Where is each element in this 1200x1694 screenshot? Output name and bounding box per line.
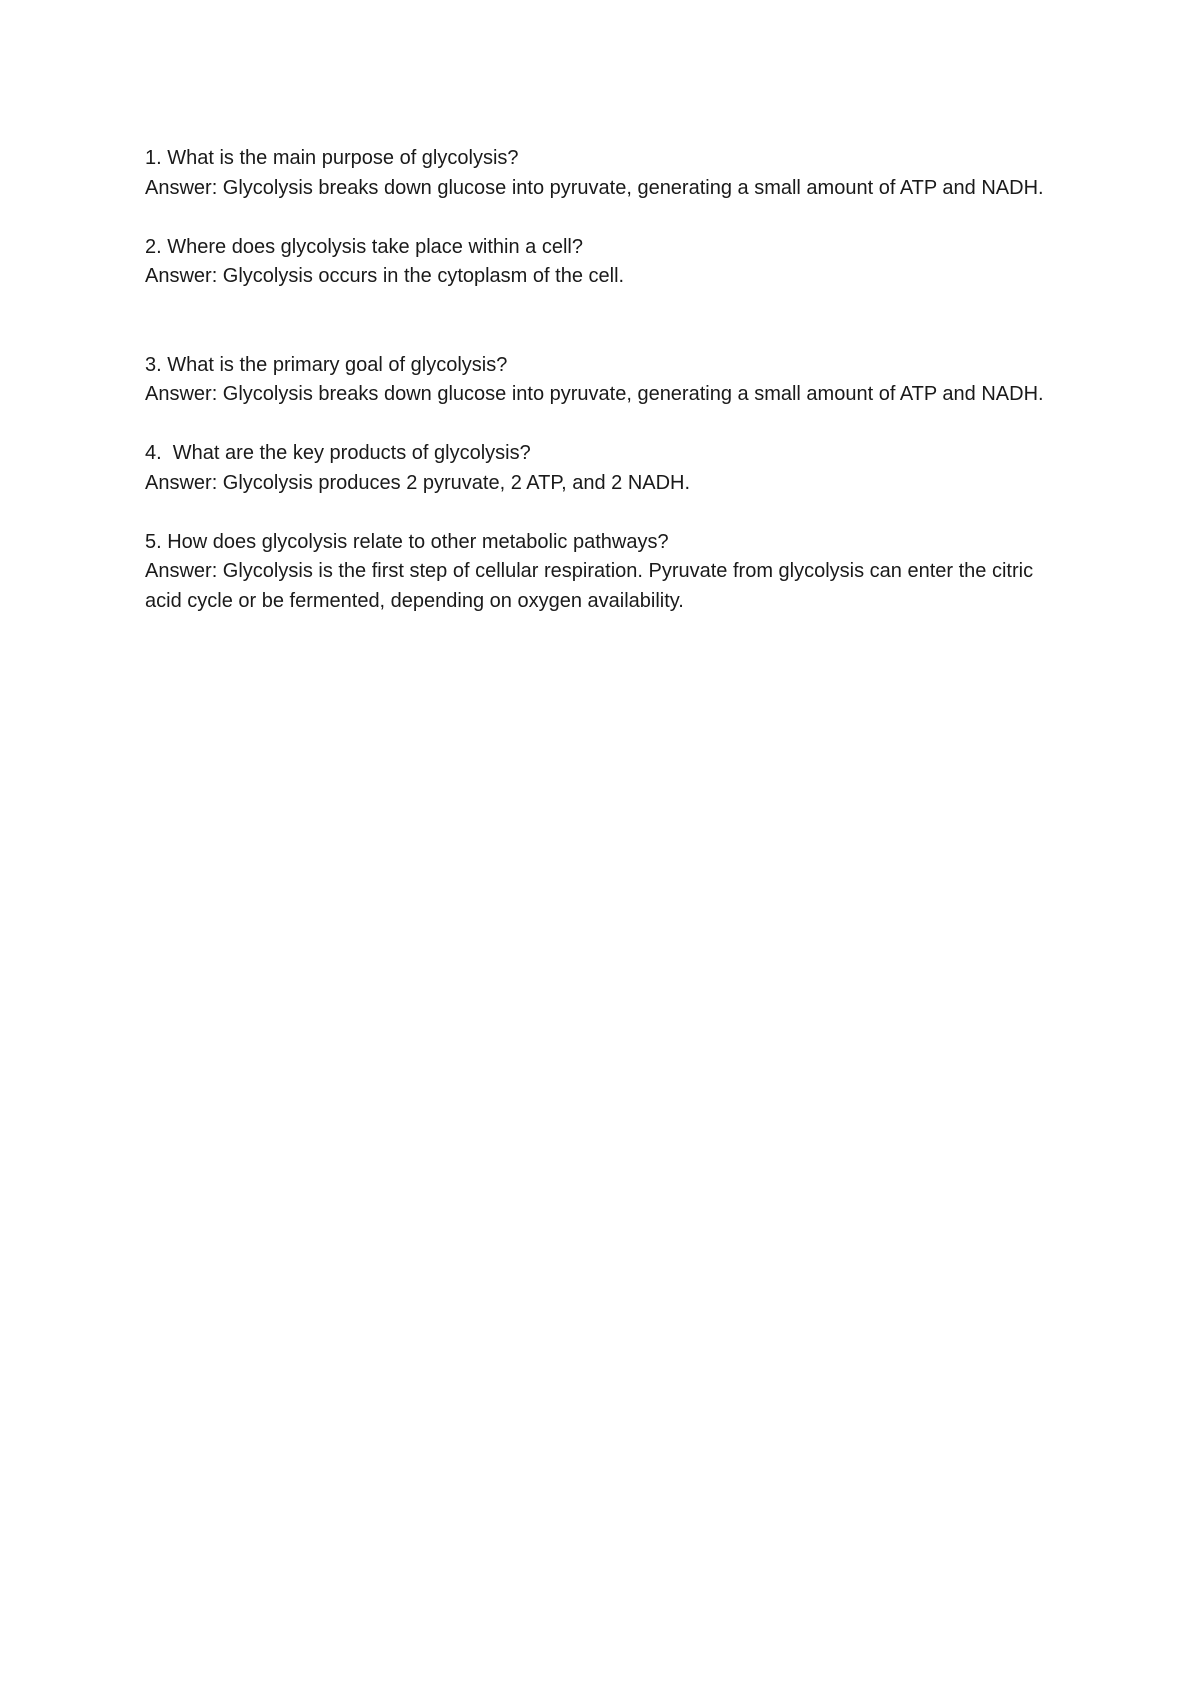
qa-item-2 [145, 233, 1065, 292]
answer-text: Answer: Glycolysis is the first step of cellular respiration. Pyruvate from glycolysis can enter the citric acid cycle or be fermented, depending on oxygen availability. [145, 560, 1039, 612]
answer-text: Answer: Glycolysis occurs in the cytoplasm of the cell. [145, 265, 625, 287]
question-text: 1. What is the main purpose of glycolysis? [145, 147, 519, 169]
qa-item-5 [145, 528, 1065, 617]
qa-item-3 [145, 351, 1065, 410]
qa-item-4 [145, 439, 1065, 498]
answer-text: Answer: Glycolysis produces 2 pyruvate, 2 ATP, and 2 NADH. [145, 471, 691, 494]
document-body [145, 144, 1065, 646]
question-text: 2. Where does glycolysis take place within a cell? [145, 235, 583, 258]
question-text: 5. How does glycolysis relate to other metabolic pathways? [145, 530, 669, 553]
question-text: 4. What are the key products of glycolysis? [145, 442, 531, 464]
answer-text: Answer: Glycolysis breaks down glucose into pyruvate, generating a small amount of ATP and NADH. [145, 383, 1044, 405]
qa-item-1 [145, 144, 1065, 203]
question-text: 3. What is the primary goal of glycolysis? [145, 353, 508, 376]
answer-text: Answer: Glycolysis breaks down glucose into pyruvate, generating a small amount of ATP and NADH. [145, 176, 1044, 199]
